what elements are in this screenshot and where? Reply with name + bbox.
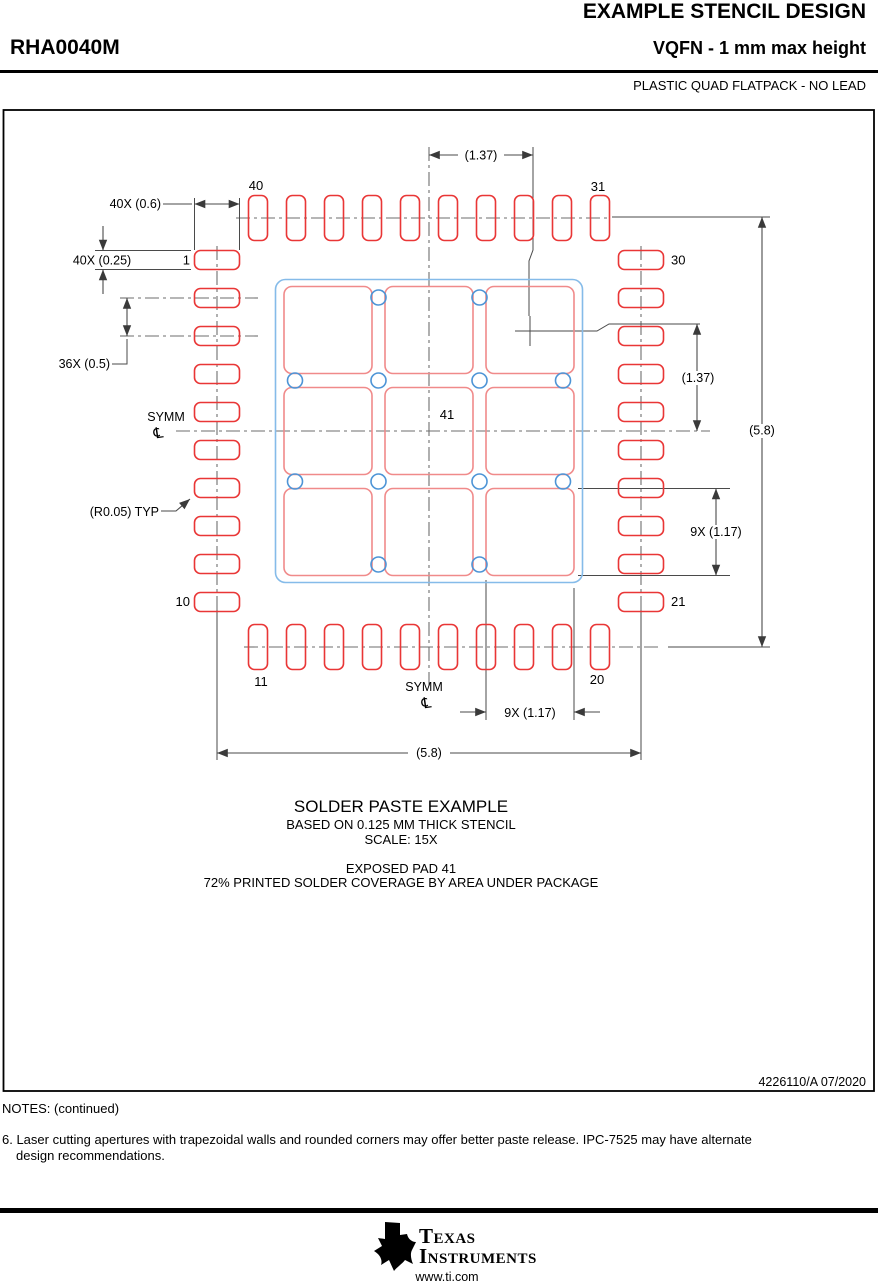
- dim-right-span: (5.8): [749, 423, 775, 438]
- drawing-frame: [4, 110, 875, 1091]
- dim-top-pitch: (1.37): [464, 148, 498, 163]
- dim-pad-thickness: 40X (0.25): [72, 253, 132, 268]
- doc-number: 4226110/A 07/2020: [758, 1075, 866, 1089]
- caption-scale: SCALE: 15X: [364, 832, 438, 847]
- note-6-line2: design recommendations.: [16, 1148, 165, 1163]
- caption-title: SOLDER PASTE EXAMPLE: [293, 797, 509, 816]
- dim-right-pitch: (1.37): [681, 371, 715, 385]
- symm-label-left: SYMM: [147, 410, 185, 424]
- via-circle: [371, 557, 386, 572]
- pin-label-20: 20: [589, 672, 605, 687]
- package-subtitle: PLASTIC QUAD FLATPACK - NO LEAD: [633, 78, 866, 93]
- via-circle: [556, 373, 571, 388]
- radius-leader-arrow: [161, 499, 190, 511]
- page-title: EXAMPLE STENCIL DESIGN: [582, 0, 866, 23]
- dim-bottom-tile: 9X (1.17): [504, 706, 556, 720]
- brand-instruments: Instruments: [419, 1244, 537, 1268]
- pin-label-31: 31: [590, 179, 606, 194]
- dim-right-tile: 9X (1.17): [690, 525, 742, 539]
- pin-label-21: 21: [671, 594, 686, 609]
- dim-pin-pitch: 36X (0.5): [58, 357, 110, 371]
- package-title: VQFN - 1 mm max height: [652, 38, 866, 58]
- caption-exposed-pad: EXPOSED PAD 41: [345, 861, 457, 876]
- aperture: [284, 287, 372, 374]
- aperture: [284, 489, 372, 576]
- pin-label-40: 40: [248, 178, 264, 193]
- pin-label-41: 41: [439, 407, 455, 422]
- pin-label-30: 30: [671, 252, 686, 268]
- centerline-symbol-bottom: ℄: [420, 693, 433, 713]
- symm-label-bottom: SYMM: [405, 680, 443, 694]
- pin-label-1: 1: [182, 252, 190, 268]
- pin-label-11: 11: [254, 674, 268, 689]
- dim-bottom-span: (5.8): [416, 746, 442, 760]
- via-circle: [288, 474, 303, 489]
- via-circle: [556, 474, 571, 489]
- dim-corner-radius: (R0.05) TYP: [89, 505, 159, 519]
- via-circle: [371, 290, 386, 305]
- via-circle: [472, 557, 487, 572]
- centerlines: [120, 147, 710, 686]
- ti-logo-glyph: ti: [387, 1231, 401, 1256]
- via-circle: [288, 373, 303, 388]
- aperture: [486, 489, 574, 576]
- dim-pad-width: 40X (0.6): [109, 197, 161, 211]
- caption-block: [204, 797, 599, 890]
- via-circle: [472, 373, 487, 388]
- brand-texas: Texas: [419, 1224, 476, 1248]
- centerline-symbol-left: ℄: [152, 423, 165, 443]
- extension-lines: [95, 147, 770, 760]
- note-6-line1: 6. Laser cutting apertures with trapezoidal walls and rounded corners may offer better paste release. IPC-7525 may have alternate: [2, 1132, 752, 1147]
- caption-coverage: 72% PRINTED SOLDER COVERAGE BY AREA UNDER PACKAGE: [203, 875, 599, 890]
- via-circle: [371, 474, 386, 489]
- caption-stencil: BASED ON 0.125 MM THICK STENCIL: [286, 817, 516, 832]
- part-number: RHA0040M: [10, 36, 120, 59]
- via-circle: [472, 290, 487, 305]
- footer-url-link[interactable]: www.ti.com: [415, 1270, 479, 1284]
- footer-divider: [0, 1208, 878, 1213]
- pin-label-10: 10: [175, 594, 190, 609]
- notes-heading: NOTES: (continued): [2, 1101, 120, 1116]
- ti-logo-icon: [372, 1221, 416, 1271]
- via-circle: [472, 474, 487, 489]
- via-circle: [371, 373, 386, 388]
